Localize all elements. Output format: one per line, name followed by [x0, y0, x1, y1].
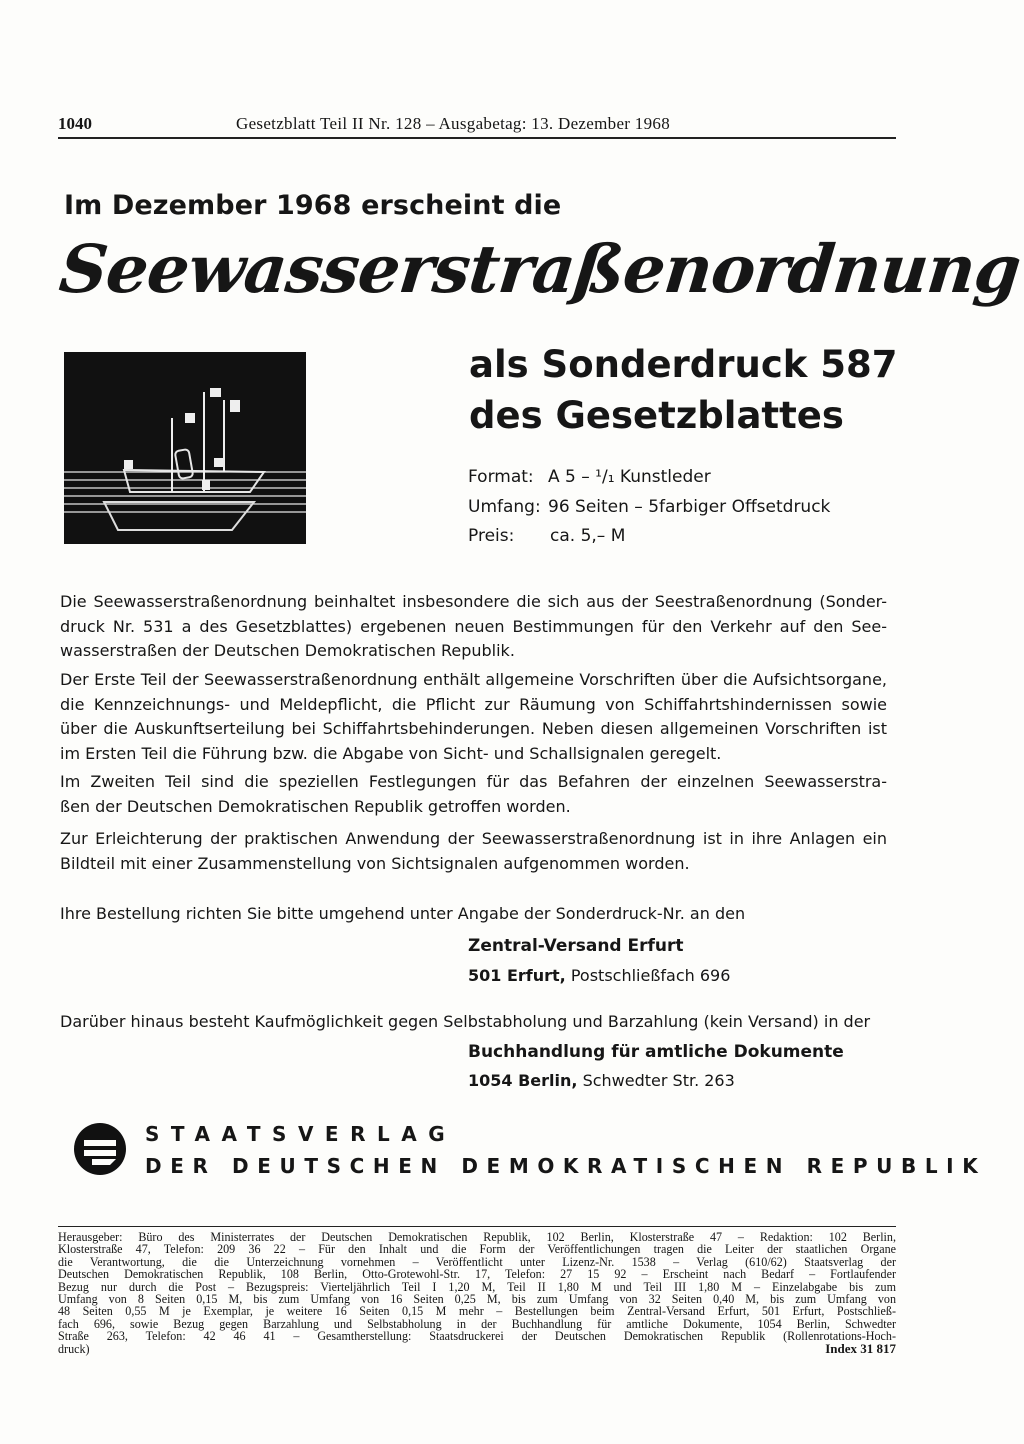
ship-illustration	[64, 352, 306, 544]
paragraph-line: wasserstraßen der Deutschen Demokratischen Republik.	[60, 641, 515, 660]
announcement-title: Seewasserstraßenordnung	[55, 230, 1024, 308]
order-recipient: Zentral-Versand Erfurt	[468, 936, 684, 956]
imprint-line: Klosterstraße 47, Telefon: 209 36 22 – Für den Inhalt und die Form der Veröffentlichungen tragen die Leiter der staatlichen Organe	[58, 1242, 896, 1257]
spec-value: 96 Seiten – 5farbiger Offsetdruck	[548, 497, 831, 517]
imprint	[58, 1231, 896, 1355]
paragraph-line: Der Erste Teil der Seewasserstraßenordnung enthält allgemeine Vorschriften über die Aufsichtsorgane,	[60, 670, 887, 689]
order-text: Ihre Bestellung richten Sie bitte umgehend unter Angabe der Sonderdruck-Nr. an den	[60, 904, 746, 923]
page-number: 1040	[58, 114, 92, 133]
imprint-rule	[58, 1226, 896, 1227]
spec-value: ca. 5,– M	[550, 526, 626, 546]
spec-label: Umfang:	[468, 497, 541, 517]
index-number: Index 31 817	[825, 1341, 896, 1356]
spec-label: Preis:	[468, 526, 515, 546]
imprint-line: Herausgeber: Büro des Ministerrates der Deutschen Demokratischen Republik, 102 Berlin, Klosterstraße 47 – Redaktion: 102 Berlin,	[58, 1230, 896, 1244]
publisher-name-line2: DER DEUTSCHEN DEMOKRATISCHEN REPUBLIK	[145, 1154, 987, 1178]
spec-value: A 5 – ¹/₁ Kunstleder	[548, 467, 711, 487]
spec-label: Format:	[468, 467, 534, 487]
paragraph-line: die Kennzeichnungs- und Meldepflicht, die Pflicht zur Räumung von Schiffahrtshindernissen sowie	[60, 694, 887, 714]
paragraph-line: Bildteil mit einer Zusammenstellung von Sichtsignalen aufgenommen worden.	[60, 853, 690, 873]
bookshop-name: Buchhandlung für amtliche Dokumente	[468, 1042, 844, 1062]
paragraph-2	[60, 668, 887, 766]
paragraph-line: ßen der Deutschen Demokratischen Republik getroffen worden.	[60, 796, 571, 816]
imprint-line: Straße 263, Telefon: 42 46 41 – Gesamtherstellung: Staatsdruckerei der Deutschen Demokratischen Republik (Rollenrotations-Hoch-	[58, 1329, 896, 1344]
imprint-line: Deutschen Demokratischen Republik, 108 Berlin, Otto-Grotewohl-Str. 17, Telefon: 27 15 92 – Erscheint nach Bedarf – Fortlaufender	[58, 1267, 896, 1282]
bookshop-address-city: 1054 Berlin,	[468, 1071, 578, 1090]
imprint-line: fach 696, sowie Bezug gegen Barzahlung und Selbstabholung in der Buchhandlung für amtliche Dokumente, 1054 Berlin, Schwedter	[58, 1316, 896, 1331]
announcement-intro: Im Dezember 1968 erscheint die	[64, 190, 562, 221]
sonderdruck-title: als Sonderdruck 587	[469, 343, 898, 386]
paragraph-1	[60, 590, 887, 664]
bookshop-address-rest: Schwedter Str. 263	[577, 1071, 735, 1090]
paragraph-line: druck Nr. 531 a des Gesetzblattes) ergebenen neuen Bestimmungen für den Verkehr auf den See-	[60, 616, 887, 636]
paragraph-4	[60, 827, 887, 876]
gesetzblatt-subtitle: des Gesetzblattes	[469, 394, 844, 437]
order-address-city: 501 Erfurt,	[468, 966, 566, 985]
imprint-line: 48 Seiten 0,55 M je Exemplar, je weitere 16 Seiten 0,15 M mehr – Bestellungen beim Zentral-Versand Erfurt, 501 Erfurt, Postschließ-	[58, 1304, 896, 1319]
purchase-text: Darüber hinaus besteht Kaufmöglichkeit gegen Selbstabholung und Barzahlung (kein Versand) in der	[60, 1012, 871, 1031]
order-address-rest: Postschließfach 696	[565, 966, 731, 985]
paragraph-3	[60, 770, 887, 819]
publisher-logo-icon	[72, 1121, 128, 1177]
paragraph-line: Die Seewasserstraßenordnung beinhaltet insbesondere die sich aus der Seestraßenordnung (Sonder-	[60, 592, 887, 611]
paragraph-line: über die Auskunftserteilung bei Schiffahrtsbehinderungen. Neben diesen allgemeinen Vorschriften ist	[60, 719, 887, 738]
publisher-name-line1: STAATSVERLAG	[145, 1122, 457, 1146]
paragraph-line: Zur Erleichterung der praktischen Anwendung der Seewasserstraßenordnung ist in ihre Anlagen ein	[60, 829, 887, 848]
imprint-line: die Verantwortung, die die Unterzeichnung vornehmen – Veröffentlicht unter Lizenz-Nr. 1538 – Verlag (610/62) Staatsverlag der	[58, 1254, 896, 1269]
header-title: Gesetzblatt Teil II Nr. 128 – Ausgabetag: 13. Dezember 1968	[236, 114, 671, 133]
imprint-line: Bezug nur durch die Post – Bezugspreis: Vierteljährlich Teil I 1,20 M, Teil II 1,80 M und Teil III 1,80 M – Einzelabgabe bis zum	[58, 1279, 896, 1294]
header-rule	[58, 137, 896, 139]
bookshop-address	[468, 1071, 735, 1090]
order-address	[468, 966, 730, 985]
page-header	[58, 112, 896, 136]
paragraph-line: im Ersten Teil die Führung bzw. die Abgabe von Sicht- und Schallsignalen geregelt.	[60, 743, 722, 763]
paragraph-line: Im Zweiten Teil sind die speziellen Festlegungen für das Befahren der einzelnen Seewasserstra-	[60, 772, 887, 791]
imprint-line: druck)	[58, 1341, 90, 1356]
imprint-line: Umfang von 8 Seiten 0,15 M, bis zum Umfang von 16 Seiten 0,25 M, bis zum Umfang von 32 Seiten 0,40 M, bis zum Umfang von	[58, 1292, 896, 1307]
